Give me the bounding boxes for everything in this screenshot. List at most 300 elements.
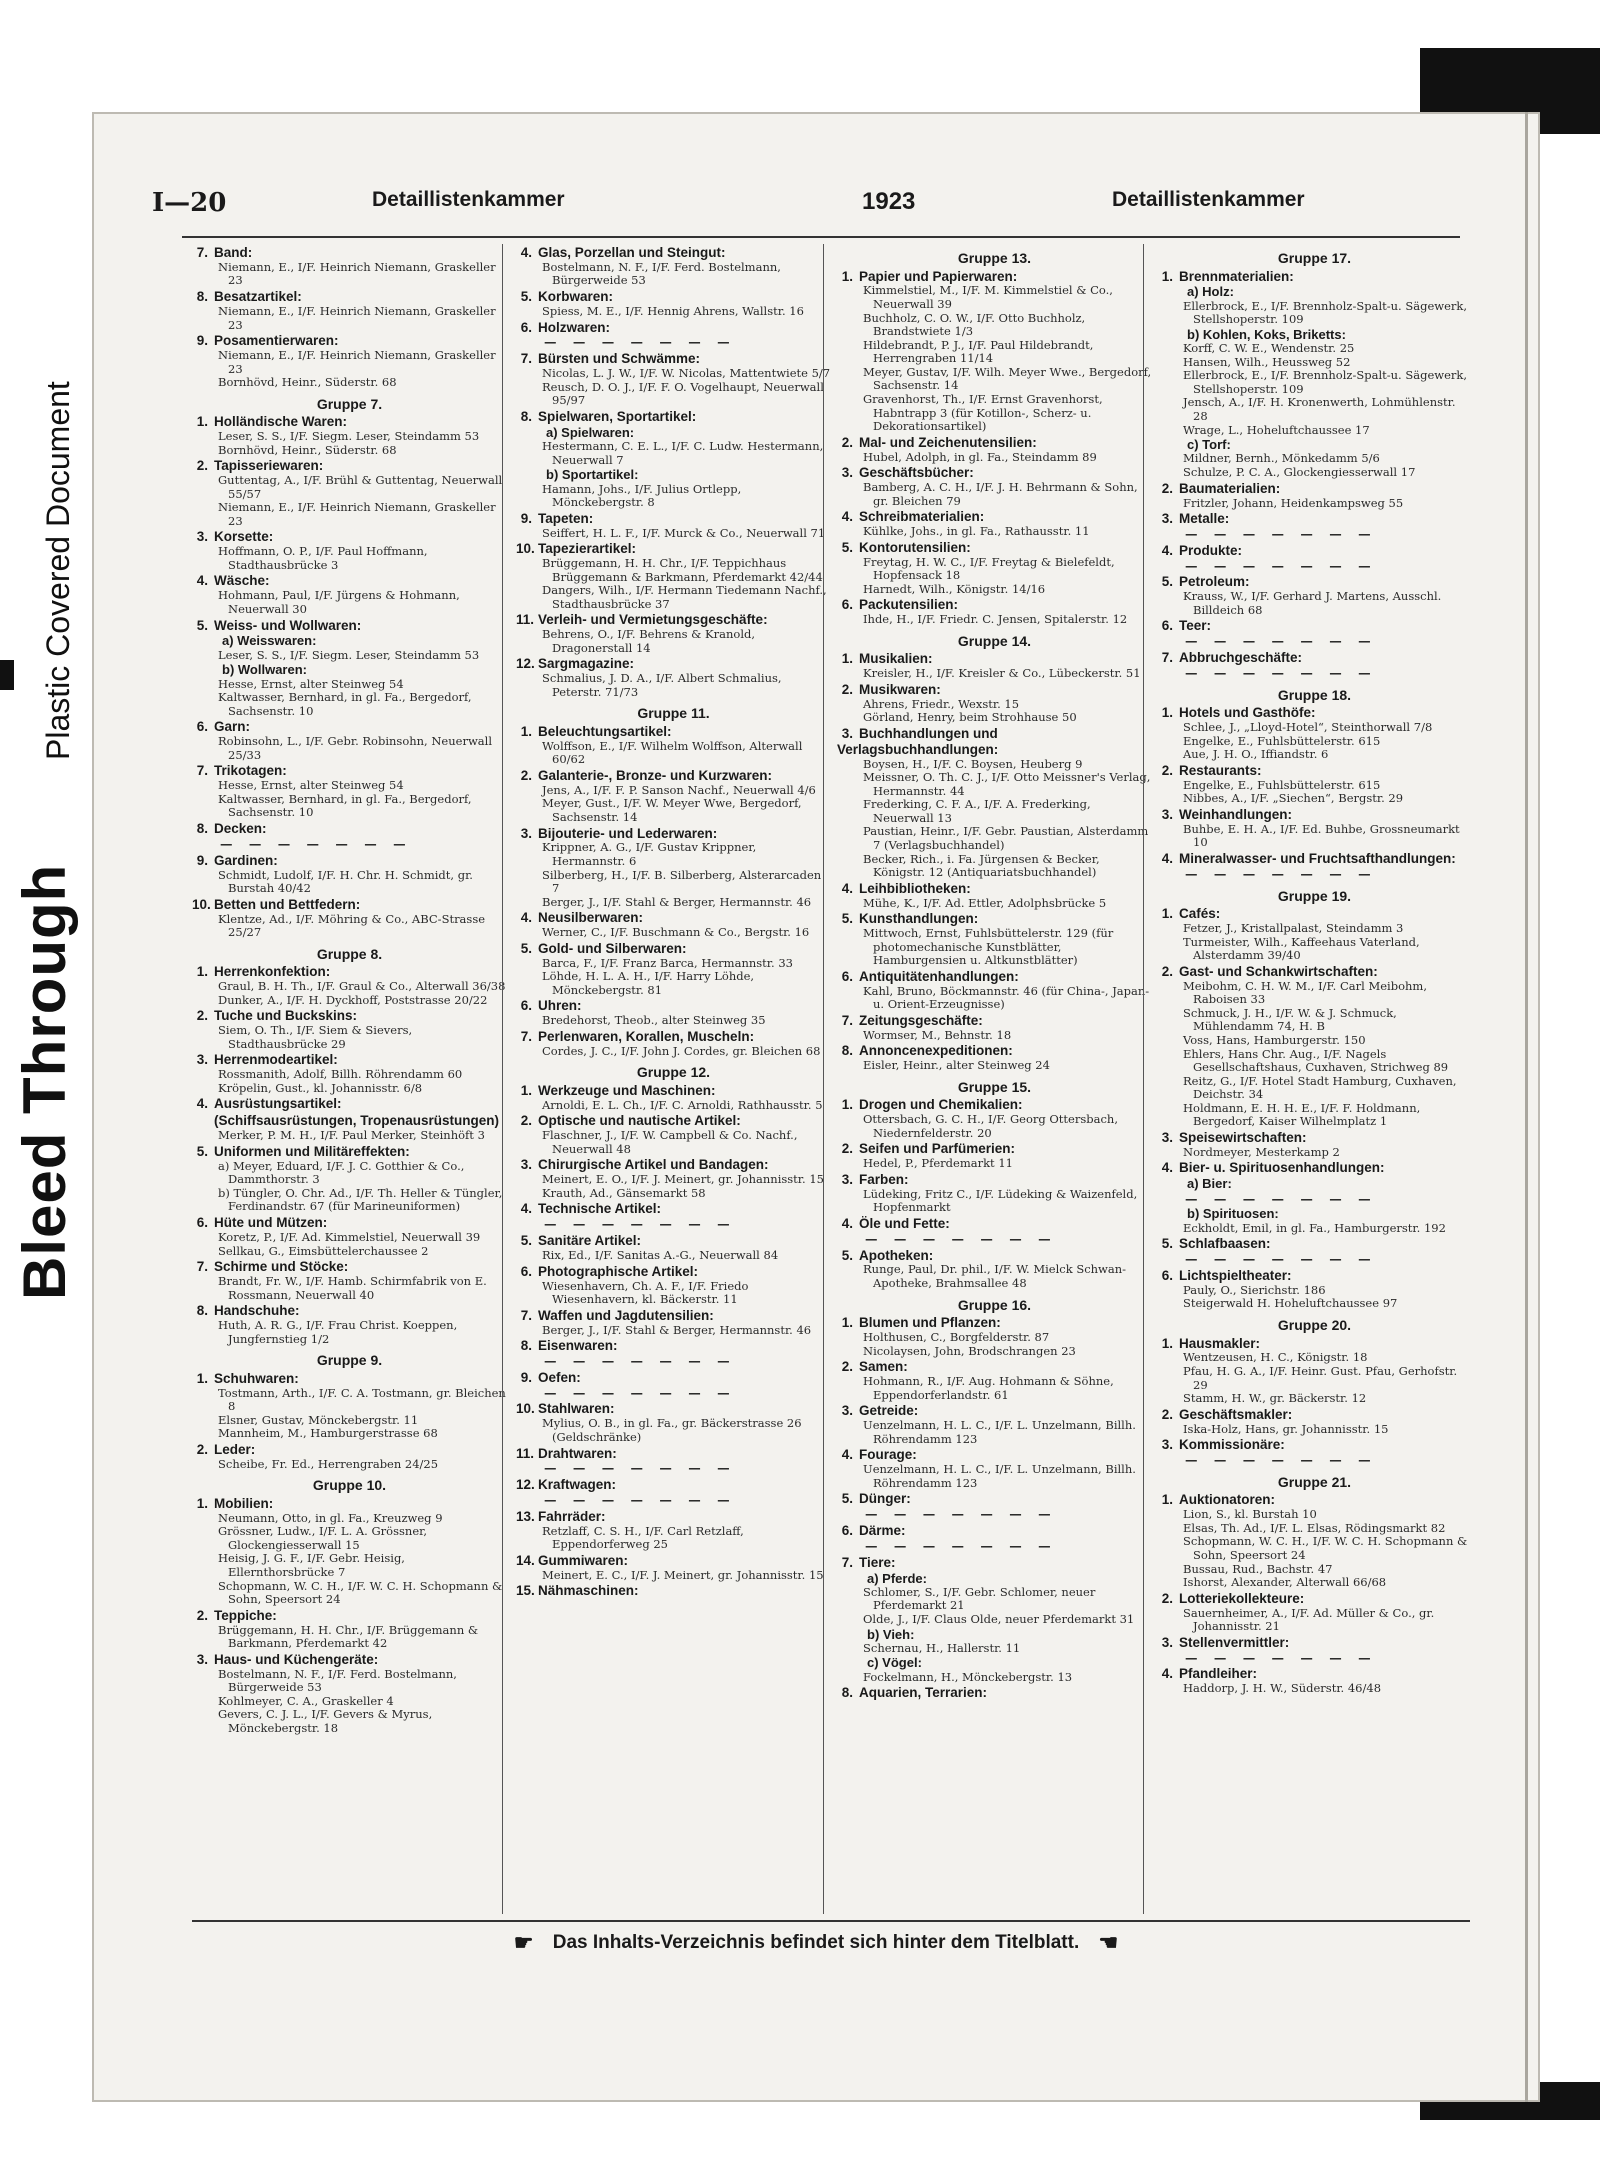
category-number: 3.: [1161, 1129, 1173, 1145]
empty-placeholder: — — — — — — —: [1185, 865, 1377, 881]
category-heading: [516, 1370, 831, 1386]
category-label: Aquarien, Terrarien:: [859, 1685, 988, 1701]
listing-entry: Krauth, Ad., Gänsemarkt 58: [542, 1185, 706, 1200]
category-label: Farben:: [859, 1171, 909, 1187]
category-heading: [837, 1523, 1152, 1539]
listing-entry: Siem, O. Th., I/F. Siem & Sievers, Stadthausbrücke 29: [218, 1023, 413, 1051]
category-number: 1.: [1161, 268, 1173, 284]
listing-entry: Gravenhorst, Th., I/F. Ernst Gravenhorst, Habntrapp 3 (für Kotillon-, Scherz- u. Dekorationsartikel): [863, 391, 1103, 434]
category-number: 1.: [1161, 1492, 1173, 1508]
category-number: 2.: [1161, 1406, 1173, 1422]
category-heading: [516, 724, 831, 740]
group-heading: Gruppe 19.: [1277, 887, 1352, 904]
listing-entry: Huth, A. R. G., I/F. Frau Christ. Koeppen, Jungfernstieg 1/2: [218, 1318, 458, 1346]
category-number: 4.: [520, 910, 532, 926]
category-label: Restaurants:: [1179, 762, 1262, 778]
page-spine: [1525, 112, 1528, 2102]
category-number: 5.: [1161, 574, 1173, 590]
category-heading: [1157, 269, 1472, 285]
header-year: 1923: [862, 188, 916, 215]
listing-entry: Buchholz, C. O. W., I/F. Otto Buchholz, Brandstwiete 1/3: [863, 310, 1086, 339]
category-number: 4.: [1161, 1160, 1173, 1176]
listing-entry: Pauly, O., Sierichstr. 186: [1183, 1282, 1326, 1297]
category-heading: [192, 573, 507, 589]
category-label: Abbruchgeschäfte:: [1179, 650, 1303, 666]
category-label: Därme:: [859, 1522, 906, 1538]
column-3: [837, 244, 1152, 1914]
category-number: 8.: [196, 1303, 208, 1319]
listing-entry: Olde, J., I/F. Claus Olde, neuer Pferdemarkt 31: [863, 1612, 1135, 1627]
listing-entry: Ihde, H., I/F. Friedr. C. Jensen, Spitalerstr. 12: [863, 612, 1128, 627]
empty-placeholder: — — — — — — —: [1185, 1190, 1377, 1206]
listing-entry: Niemann, E., I/F. Heinrich Niemann, Graskeller 23: [218, 500, 496, 528]
category-label: Pfandleiher:: [1179, 1666, 1258, 1682]
category-number: 2.: [841, 434, 853, 450]
footer-note: [92, 1930, 1540, 1956]
listing-entry: Ellerbrock, E., I/F. Brennholz-Spalt-u. Sägewerk, Stellshoperstr. 109: [1183, 298, 1468, 327]
category-label: Besatzartikel:: [214, 289, 302, 305]
category-number: 8.: [520, 408, 532, 424]
empty-placeholder: — — — — — — —: [544, 1492, 736, 1508]
category-number: 3.: [196, 529, 208, 545]
category-label: Antiquitätenhandlungen:: [859, 968, 1019, 984]
category-number: 2.: [1161, 963, 1173, 979]
category-heading: [192, 1496, 507, 1512]
category-heading: [516, 541, 831, 557]
category-heading: [837, 911, 1152, 927]
category-heading: [837, 1403, 1152, 1419]
category-heading: [1157, 1268, 1472, 1284]
category-label: Samen:: [859, 1359, 908, 1375]
listing-entry: Lion, S., kl. Burstah 10: [1183, 1507, 1317, 1522]
category-number: 6.: [196, 1215, 208, 1231]
category-label: Schuhwaren:: [214, 1370, 299, 1386]
category-label: Posamentierwaren:: [214, 333, 339, 349]
category-heading: [516, 768, 831, 784]
listing-entry: Dangers, Wilh., I/F. Hermann Tiedemann Nachf., Stadthausbrücke 37: [542, 583, 827, 611]
category-label: Bier- u. Spirituosenhandlungen:: [1179, 1160, 1385, 1176]
category-heading: [192, 1371, 507, 1387]
listing-entry: Becker, Rich., i. Fa. Jürgensen & Becker, Königstr. 12 (Antiquariatsbuchhandel): [863, 851, 1100, 880]
category-heading: [516, 1233, 831, 1249]
category-label: Mobilien:: [214, 1495, 274, 1511]
category-label: Beleuchtungsartikel:: [538, 723, 672, 739]
listing-entry: Frederking, C. F. A., I/F. A. Frederking, Neuerwall 13: [863, 797, 1091, 825]
category-number: 15.: [516, 1583, 535, 1599]
category-label: Galanterie-, Bronze- und Kurzwaren:: [538, 767, 773, 783]
category-heading: [192, 1052, 507, 1068]
category-number: 13.: [516, 1508, 535, 1524]
category-label: Uniformen und Militäreffekten:: [214, 1143, 410, 1159]
category-number: 4.: [1161, 851, 1173, 867]
category-number: 10.: [192, 896, 211, 912]
category-label: Gast- und Schankwirtschaften:: [1179, 963, 1378, 979]
listing-entry: Wiesenhavern, Ch. A. F., I/F. Friedo Wiesenhavern, kl. Bäckerstr. 11: [542, 1278, 749, 1307]
category-label: Handschuhe:: [214, 1303, 300, 1319]
category-number: 3.: [520, 1157, 532, 1173]
category-label: Kommissionäre:: [1179, 1437, 1285, 1453]
category-label: Glas, Porzellan und Steingut:: [538, 245, 726, 260]
category-number: 8.: [196, 289, 208, 305]
subcategory-heading: b) Kohlen, Koks, Briketts:: [1187, 326, 1346, 342]
listing-entry: Berger, J., I/F. Stahl & Berger, Hermannstr. 46: [542, 894, 812, 909]
category-heading: [1157, 1336, 1472, 1352]
category-number: 8.: [520, 1338, 532, 1354]
category-number: 7.: [841, 1012, 853, 1028]
listing-entry: Engelke, E., Fuhlsbüttelerstr. 615: [1183, 733, 1381, 748]
category-number: 12.: [516, 1477, 535, 1493]
category-heading: [837, 540, 1152, 556]
category-label: Annoncenexpeditionen:: [859, 1043, 1013, 1059]
empty-placeholder: — — — — — — —: [1185, 1649, 1377, 1665]
header-rule: [182, 236, 1460, 238]
category-heading: [192, 821, 507, 837]
category-label: Geschäftsmakler:: [1179, 1406, 1293, 1422]
category-number: 4.: [1161, 1666, 1173, 1682]
header-left-title: Detaillistenkammer: [372, 188, 565, 211]
category-number: 1.: [1161, 705, 1173, 721]
category-heading: [1157, 851, 1472, 867]
category-heading: [1157, 511, 1472, 527]
category-label: Lotteriekollekteure:: [1179, 1590, 1305, 1606]
listing-entry: Schmuck, J. H., I/F. W. & J. Schmuck, Mühlendamm 74, H. B: [1183, 1005, 1397, 1034]
listing-entry: Kreisler, H., I/F. Kreisler & Co., Lübeckerstr. 51: [863, 666, 1141, 681]
group-heading: Gruppe 18.: [1277, 686, 1352, 703]
empty-placeholder: — — — — — — —: [1185, 1452, 1377, 1468]
listing-entry: Steigerwald H. Hoheluftchaussee 97: [1183, 1296, 1398, 1311]
listing-entry: Uenzelmann, H. L. C., I/F. L. Unzelmann, Billh. Röhrendamm 123: [863, 1418, 1136, 1446]
listing-entry: Flaschner, J., I/F. W. Campbell & Co. Nachf., Neuerwall 48: [542, 1128, 798, 1156]
category-label: Hotels und Gasthöfe:: [1179, 705, 1316, 721]
category-heading: [837, 465, 1152, 481]
category-number: 11.: [516, 1445, 535, 1461]
group-heading: Gruppe 13.: [957, 250, 1032, 266]
listing-entry: Schmalius, J. D. A., I/F. Albert Schmalius, Peterstr. 71/73: [542, 671, 782, 699]
category-number: 1.: [841, 268, 853, 284]
category-heading: [192, 1008, 507, 1024]
category-number: 5.: [196, 617, 208, 633]
category-label: Nähmaschinen:: [538, 1583, 639, 1599]
category-number: 7.: [196, 1259, 208, 1275]
empty-placeholder: — — — — — — —: [544, 1353, 736, 1369]
listing-entry: Arnoldi, E. L. Ch., I/F. C. Arnoldi, Rathhausstr. 5: [542, 1097, 823, 1112]
category-number: 3.: [841, 465, 853, 481]
category-heading: [837, 1685, 1152, 1701]
listing-entry: Gevers, C. J. L., I/F. Gevers & Myrus, Mönckebergstr. 18: [218, 1707, 433, 1735]
category-label: Seifen und Parfümerien:: [859, 1141, 1016, 1157]
category-heading: [516, 1201, 831, 1217]
pointing-hand-icon: ☛: [513, 1930, 534, 1955]
footer-rule: [192, 1920, 1470, 1922]
group-heading: Gruppe 17.: [1277, 250, 1352, 266]
document-page: [92, 112, 1540, 2102]
category-number: 1.: [196, 964, 208, 980]
category-heading: [192, 1652, 507, 1668]
category-heading: [1157, 1492, 1472, 1508]
category-number: 7.: [841, 1554, 853, 1570]
listing-entry: Schlomer, S., I/F. Gebr. Schlomer, neuer Pferdemarkt 21: [863, 1584, 1096, 1613]
subcategory-heading: c) Vögel:: [867, 1655, 922, 1671]
category-number: 5.: [196, 1143, 208, 1159]
category-heading: [837, 509, 1152, 525]
listing-entry: Stamm, H. W., gr. Bäckerstr. 12: [1183, 1391, 1367, 1406]
category-heading: [192, 719, 507, 735]
category-number: 6.: [520, 998, 532, 1014]
listing-entry: Koretz, P., I/F. Ad. Kimmelstiel, Neuerwall 39: [218, 1229, 481, 1244]
category-label: Packutensilien:: [859, 597, 959, 613]
category-label: Betten und Bettfedern:: [214, 896, 361, 912]
listing-entry: Hildebrandt, P. J., I/F. Paul Hildebrandt, Herrengraben 11/14: [863, 337, 1094, 366]
category-heading: [837, 726, 1152, 758]
empty-placeholder: — — — — — — —: [544, 334, 736, 350]
listing-entry: Brüggemann, H. H. Chr., I/F. Brüggemann & Barkmann, Pferdemarkt 42: [218, 1622, 479, 1651]
listing-entry: Hoffmann, O. P., I/F. Paul Hoffmann, Stadthausbrücke 3: [218, 544, 428, 572]
listing-entry: Meyer, Gustav, I/F. Wilh. Meyer Wwe., Bergedorf, Sachsenstr. 14: [863, 364, 1152, 393]
category-heading: [192, 897, 507, 913]
category-number: 5.: [841, 1491, 853, 1507]
listing-entry: Retzlaff, C. S. H., I/F. Carl Retzlaff, Eppendorferweg 25: [542, 1523, 744, 1552]
category-label: Band:: [214, 245, 253, 260]
category-label: Petroleum:: [1179, 574, 1250, 590]
category-number: 9.: [520, 510, 532, 526]
listing-entry: Leser, S. S., I/F. Siegm. Leser, Steindamm 53: [218, 647, 480, 662]
category-heading: [837, 1141, 1152, 1157]
listing-entry: Hedel, P., Pferdemarkt 11: [863, 1156, 1013, 1171]
category-heading: [516, 511, 831, 527]
category-label: Teppiche:: [214, 1607, 277, 1623]
category-number: 9.: [196, 333, 208, 349]
listing-entry: Meyer, Gust., I/F. W. Meyer Wwe, Bergedorf, Sachsenstr. 14: [542, 796, 802, 824]
subcategory-heading: b) Spirituosen:: [1187, 1206, 1279, 1222]
category-number: 5.: [841, 539, 853, 555]
category-heading: [192, 1144, 507, 1160]
listing-entry: Fetzer, J., Kristallpalast, Steindamm 3: [1183, 921, 1404, 936]
category-heading: [192, 1113, 507, 1129]
listing-entry: Rossmanith, Adolf, Billh. Röhrendamm 60: [218, 1067, 463, 1082]
listing-entry: Berger, J., I/F. Stahl & Berger, Hermannstr. 46: [542, 1322, 812, 1337]
listing-entry: Bostelmann, N. F., I/F. Ferd. Bostelmann, Bürgerweide 53: [218, 1666, 457, 1695]
listing-entry: Görland, Henry, beim Strohhause 50: [863, 710, 1077, 725]
listing-entry: Bornhövd, Heinr., Süderstr. 68: [218, 442, 397, 457]
group-heading: Gruppe 8.: [316, 945, 383, 962]
listing-entry: Schlee, J., „Lloyd-Hotel“, Steinthorwall 7/8: [1183, 720, 1433, 735]
listing-entry: Elsner, Gustav, Mönckebergstr. 11: [218, 1412, 419, 1427]
category-heading: [516, 1477, 831, 1493]
category-label: Verleih- und Vermietungsgeschäfte:: [538, 612, 768, 628]
category-label: Blumen und Pflanzen:: [859, 1315, 1001, 1331]
group-heading: Gruppe 11.: [637, 705, 710, 722]
listing-entry: Meissner, O. Th. C. J., I/F. Otto Meissner's Verlag, Hermannstr. 44: [863, 770, 1151, 798]
category-number: 2.: [841, 1141, 853, 1157]
category-number: 7.: [1161, 650, 1173, 666]
empty-placeholder: — — — — — — —: [865, 1506, 1057, 1522]
listing-entry: Brüggemann, H. H. Chr., I/F. Teppichhaus Brüggemann & Barkmann, Pferdemarkt 42/44: [542, 556, 823, 584]
listing-entry: Nordmeyer, Mesterkamp 2: [1183, 1144, 1340, 1159]
listing-entry: Ottersbach, G. C. H., I/F. Georg Ottersbach, Niedernfelderstr. 20: [863, 1112, 1118, 1140]
plastic-covered-label: Plastic Covered Document: [40, 381, 76, 760]
listing-entry: Elsas, Th. Ad., I/F. L. Elsas, Rödingsmarkt 82: [1183, 1520, 1446, 1535]
category-heading: [837, 1216, 1152, 1232]
subcategory-heading: b) Sportartikel:: [546, 467, 639, 483]
category-label: Leihbibliotheken:: [859, 880, 971, 896]
listing-entry: Hansen, Wilh., Heussweg 52: [1183, 354, 1351, 369]
category-number: 8.: [196, 821, 208, 837]
category-number: 6.: [841, 597, 853, 613]
category-label: Fahrräder:: [538, 1508, 606, 1524]
listing-entry: Meinert, E. C., I/F. J. Meinert, gr. Johannisstr. 15: [542, 1567, 824, 1582]
listing-entry: Fockelmann, H., Mönckebergstr. 13: [863, 1669, 1073, 1684]
category-label: Dünger:: [859, 1491, 911, 1507]
category-label: Drogen und Chemikalien:: [859, 1097, 1023, 1113]
listing-entry: Mühe, K., I/F. Ad. Ettler, Adolphsbrücke 5: [863, 895, 1107, 910]
category-label: Musikalien:: [859, 651, 933, 667]
category-label: Weinhandlungen:: [1179, 807, 1292, 822]
category-label: Sargmagazine:: [538, 656, 635, 672]
category-heading: [516, 1029, 831, 1045]
group-heading: Gruppe 14.: [957, 632, 1032, 649]
empty-placeholder: — — — — — — —: [1185, 633, 1377, 649]
empty-placeholder: — — — — — — —: [1185, 557, 1377, 573]
category-number: 5.: [841, 1247, 853, 1263]
category-number: 6.: [196, 719, 208, 735]
listing-entry: Kaltwasser, Bernhard, in gl. Fa., Bergedorf, Sachsenstr. 10: [218, 791, 472, 820]
listing-entry: Schernau, H., Hallerstr. 11: [863, 1640, 1021, 1655]
category-number: 2.: [520, 1113, 532, 1129]
category-heading: [192, 1608, 507, 1624]
listing-entry: Schmidt, Ludolf, I/F. H. Chr. H. Schmidt, gr. Burstah 40/42: [218, 867, 473, 896]
category-number: 10.: [516, 1401, 535, 1417]
listing-entry: Holdmann, E. H. H. E., I/F. F. Holdmann, Bergedorf, Kaiser Wilhelmplatz 1: [1183, 1100, 1421, 1129]
category-number: 1.: [841, 1097, 853, 1113]
listing-entry: Runge, Paul, Dr. phil., I/F. W. Mielck Schwan-Apotheke, Brahmsallee 48: [863, 1262, 1127, 1291]
category-label: Fourage:: [859, 1447, 917, 1463]
listing-entry: Bostelmann, N. F., I/F. Ferd. Bostelmann, Bürgerweide 53: [542, 259, 781, 288]
category-heading: [192, 414, 507, 430]
column-divider: [1143, 244, 1144, 1914]
category-label: Kontorutensilien:: [859, 539, 971, 555]
category-label: Trikotagen:: [214, 763, 287, 779]
category-heading: [516, 1264, 831, 1280]
category-number: 4.: [841, 1215, 853, 1231]
category-label: Optische und nautische Artikel:: [538, 1113, 741, 1129]
category-heading: [837, 597, 1152, 613]
listing-entry: Tostmann, Arth., I/F. C. A. Tostmann, gr. Bleichen 8: [218, 1385, 506, 1414]
category-label: Tapeten:: [538, 510, 594, 526]
category-number: 4.: [196, 1096, 208, 1112]
subcategory-heading: b) Vieh:: [867, 1626, 915, 1642]
category-heading: [192, 763, 507, 779]
listing-entry: Boysen, H., I/F. C. Boysen, Heuberg 9: [863, 756, 1083, 771]
category-heading: [192, 458, 507, 474]
category-number: 1.: [520, 1082, 532, 1098]
listing-entry: Schopmann, W. C. H., I/F. W. C. H. Schopmann & Sohn, Speersort 24: [218, 1578, 503, 1607]
header-right-title: Detaillistenkammer: [1112, 188, 1305, 211]
category-label: Mal- und Zeichenutensilien:: [859, 434, 1037, 450]
category-label: Teer:: [1179, 618, 1212, 634]
category-heading: [1157, 1130, 1472, 1146]
category-heading: [516, 320, 831, 336]
category-number: 3.: [841, 1403, 853, 1419]
listing-entry: Merker, P. M. H., I/F. Paul Merker, Steinhöft 3: [218, 1128, 485, 1143]
category-number: 2.: [1161, 480, 1173, 496]
listing-entry: Wormser, M., Behnstr. 18: [863, 1027, 1012, 1042]
category-number: 1.: [196, 414, 208, 430]
category-number: 4.: [1161, 542, 1173, 558]
scan-border-left-mark: [0, 660, 14, 690]
category-number: 2.: [841, 1359, 853, 1375]
category-label: Herrenmodeartikel:: [214, 1052, 338, 1068]
category-label: Drahtwaren:: [538, 1445, 617, 1461]
listing-entry: Lüdeking, Fritz C., I/F. Lüdeking & Waizenfeld, Hopfenmarkt: [863, 1186, 1138, 1215]
category-heading: [516, 910, 831, 926]
listing-entry: Paustian, Heinr., I/F. Gebr. Paustian, Alsterdamm 7 (Verlagsbuchhandel): [863, 824, 1149, 852]
category-label: Kunsthandlungen:: [859, 911, 979, 927]
category-heading: [1157, 1407, 1472, 1423]
listing-entry: Meinert, E. O., I/F. J. Meinert, gr. Johannisstr. 15: [542, 1172, 824, 1187]
category-label: Werkzeuge und Maschinen:: [538, 1082, 716, 1098]
category-label: Oefen:: [538, 1369, 581, 1385]
listing-entry: Neumann, Otto, in gl. Fa., Kreuzweg 9: [218, 1510, 443, 1525]
empty-placeholder: — — — — — — —: [544, 1460, 736, 1476]
listing-entry: Mylius, O. B., in gl. Fa., gr. Bäckerstrasse 26 (Geldschränke): [542, 1416, 802, 1444]
column-1: [192, 244, 507, 1914]
listing-entry: Bredehorst, Theob., alter Steinweg 35: [542, 1013, 766, 1028]
category-heading: [516, 1113, 831, 1129]
category-number: 12.: [516, 656, 535, 672]
category-label: Weiss- und Wollwaren:: [214, 617, 362, 633]
category-label: Zeitungsgeschäfte:: [859, 1012, 983, 1028]
category-number: 2.: [196, 1441, 208, 1457]
category-number: 7.: [520, 351, 532, 367]
category-heading: [837, 1491, 1152, 1507]
category-number: 1.: [196, 1370, 208, 1386]
category-label: Bürsten und Schwämme:: [538, 351, 701, 367]
category-number: 3.: [1161, 807, 1173, 822]
category-heading: [837, 1172, 1152, 1188]
listing-entry: Hamann, Johs., I/F. Julius Ortlepp, Mönckebergstr. 8: [542, 481, 742, 510]
category-heading: [837, 1315, 1152, 1331]
listing-entry: Pfau, H. G. A., I/F. Heinr. Gust. Pfau, Gerhofstr. 29: [1183, 1364, 1458, 1392]
subcategory-heading: a) Weisswaren:: [222, 633, 317, 649]
category-heading: [192, 289, 507, 305]
category-heading: [516, 1509, 831, 1525]
listing-entry: Engelke, E., Fuhlsbüttelerstr. 615: [1183, 777, 1381, 792]
listing-entry: Holthusen, C., Borgfelderstr. 87: [863, 1330, 1050, 1345]
category-label: Technische Artikel:: [538, 1201, 662, 1217]
bleed-through-label: Bleed Through: [11, 863, 78, 1300]
category-number: 4.: [841, 509, 853, 525]
listing-entry: Silberberg, H., I/F. B. Silberberg, Alsterarcaden 7: [542, 867, 822, 896]
listing-entry: Kimmelstiel, M., I/F. M. Kimmelstiel & Co., Neuerwall 39: [863, 283, 1113, 311]
category-label: Cafés:: [1179, 906, 1221, 922]
category-heading: [516, 245, 831, 261]
page-header: [152, 188, 1480, 228]
category-number: 1.: [1161, 906, 1173, 922]
column-divider: [502, 244, 503, 1914]
subcategory-heading: a) Spielwaren:: [546, 424, 635, 440]
empty-placeholder: — — — — — — —: [544, 1384, 736, 1400]
category-heading: [1157, 543, 1472, 559]
category-heading: [1157, 964, 1472, 980]
group-heading: Gruppe 7.: [316, 395, 383, 412]
category-label: Holländische Waren:: [214, 414, 348, 430]
category-heading: [192, 1259, 507, 1275]
category-heading: [516, 998, 831, 1014]
category-heading: [516, 612, 831, 628]
category-label: Metalle:: [1179, 511, 1230, 527]
category-heading: [1157, 1591, 1472, 1607]
listing-entry: Uenzelmann, H. L. C., I/F. L. Unzelmann, Billh. Röhrendamm 123: [863, 1462, 1136, 1490]
